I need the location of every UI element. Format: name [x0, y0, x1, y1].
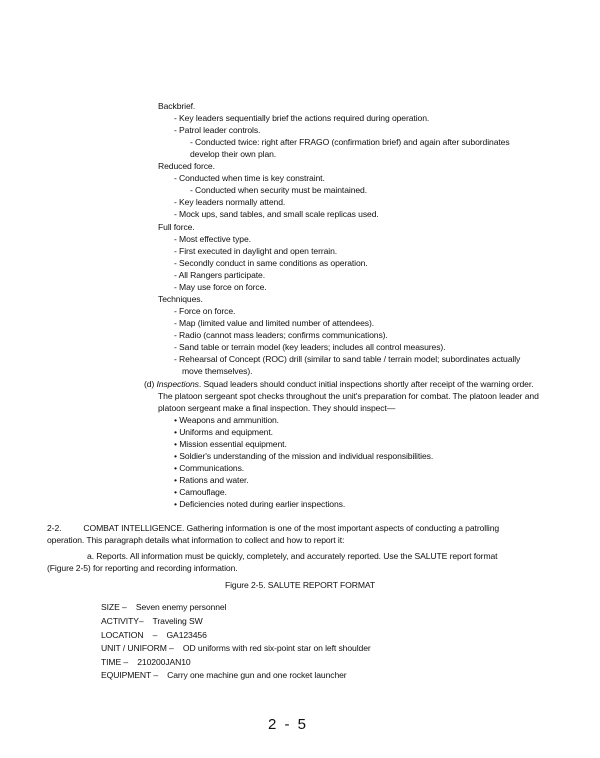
inspection-list-item: • Soldier's understanding of the mission and individual responsibilities.	[174, 451, 434, 461]
section-number: 2-2.	[47, 523, 62, 533]
salute-activity: ACTIVITY– Traveling SW	[101, 616, 203, 626]
inspection-list-item: • Camouflage.	[174, 487, 227, 497]
techniques-item: - Radio (cannot mass leaders; confirms communications).	[174, 330, 388, 340]
section-2-2-line	[47, 523, 499, 534]
full-force-item: - Secondly conduct in same conditions as operation.	[174, 258, 368, 268]
inspection-list-item: • Communications.	[174, 463, 245, 473]
section-text: . Gathering information is one of the most important aspects of conducting a patrolling	[181, 523, 500, 533]
inspections-label: (d)	[144, 379, 155, 389]
techniques-item: - Rehearsal of Concept (ROC) drill (similar to sand table / terrain model; subordinates actually	[174, 354, 521, 364]
inspection-list-item: • Uniforms and equipment.	[174, 427, 273, 437]
salute-location: LOCATION – GA123456	[101, 630, 207, 640]
backbrief-subitem-cont: develop their own plan.	[190, 149, 277, 159]
reports-paragraph-line	[87, 551, 497, 562]
inspection-list-item: • Rations and water.	[174, 475, 249, 485]
reduced-force-heading: Reduced force.	[158, 161, 215, 171]
backbrief-item: - Patrol leader controls.	[174, 125, 261, 135]
full-force-item: - All Rangers participate.	[174, 270, 266, 280]
reports-label: a.	[87, 551, 94, 561]
full-force-item: - First executed in daylight and open terrain.	[174, 246, 338, 256]
techniques-item: - Map (limited value and limited number of attendees).	[174, 318, 374, 328]
salute-time: TIME – 210200JAN10	[101, 657, 191, 667]
salute-unit-uniform: UNIT / UNIFORM – OD uniforms with red six-point star on left shoulder	[101, 643, 371, 653]
full-force-heading: Full force.	[158, 222, 195, 232]
reduced-force-item: - Mock ups, sand tables, and small scale replicas used.	[174, 209, 379, 219]
reports-text: . All information must be quickly, completely, and accurately reported. Use the SALUTE report format	[125, 551, 498, 561]
backbrief-heading: Backbrief.	[158, 101, 196, 111]
reduced-force-item: - Conducted when time is key constraint.	[174, 173, 325, 183]
section-text-line: operation. This paragraph details what information to collect and how to report it:	[47, 535, 345, 545]
inspections-title: Inspections	[156, 379, 199, 389]
salute-size: SIZE – Seven enemy personnel	[101, 602, 227, 612]
section-title: COMBAT INTELLIGENCE	[83, 523, 182, 533]
techniques-item: - Force on force.	[174, 306, 236, 316]
reports-title: Reports	[96, 551, 126, 561]
techniques-item-cont: move themselves).	[182, 366, 253, 376]
inspections-paragraph-line	[144, 379, 533, 390]
inspections-text-line: The platoon sergeant spot checks throughout the unit's preparation for combat. The platoon leader and	[158, 391, 539, 401]
inspections-text-line: platoon sergeant make a final inspection. They should inspect—	[158, 403, 396, 413]
backbrief-item: - Key leaders sequentially brief the actions required during operation.	[174, 113, 430, 123]
page-number: 2 - 5	[268, 716, 309, 733]
full-force-item: - May use force on force.	[174, 282, 267, 292]
salute-equipment: EQUIPMENT – Carry one machine gun and one rocket launcher	[101, 670, 347, 680]
inspection-list-item: • Mission essential equipment.	[174, 439, 287, 449]
reports-text-line: (Figure 2-5) for reporting and recording information.	[47, 563, 238, 573]
techniques-item: - Sand table or terrain model (key leaders; includes all control measures).	[174, 342, 446, 352]
inspections-text: . Squad leaders should conduct initial inspections shortly after receipt of the warning order.	[198, 379, 534, 389]
techniques-heading: Techniques.	[158, 294, 203, 304]
backbrief-subitem: - Conducted twice: right after FRAGO (confirmation brief) and again after subordinates	[190, 137, 510, 147]
inspection-list-item: • Deficiencies noted during earlier inspections.	[174, 499, 346, 509]
figure-caption: Figure 2-5. SALUTE REPORT FORMAT	[224, 580, 376, 590]
full-force-item: - Most effective type.	[174, 234, 251, 244]
inspection-list-item: • Weapons and ammunition.	[174, 415, 279, 425]
reduced-force-item: - Key leaders normally attend.	[174, 197, 286, 207]
reduced-force-subitem: - Conducted when security must be maintained.	[190, 185, 368, 195]
